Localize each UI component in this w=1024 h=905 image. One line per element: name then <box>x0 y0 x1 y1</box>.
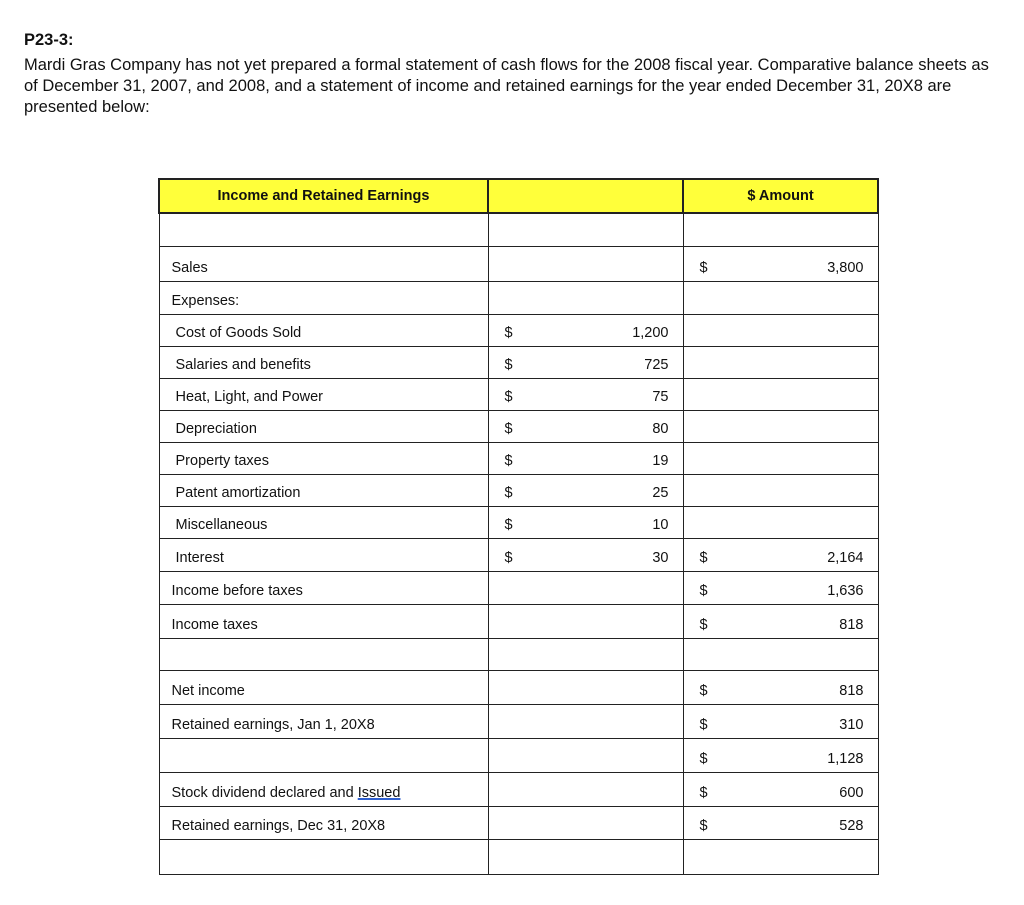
sub-amount-cell <box>488 213 683 246</box>
table-row <box>159 670 878 704</box>
amount-cell <box>683 738 878 772</box>
row-label-cell <box>159 604 488 638</box>
sub-amount: 19 <box>652 452 669 469</box>
sub-amount: 725 <box>644 356 669 373</box>
income-retained-earnings-table <box>158 178 879 875</box>
dollar-sign: $ <box>699 784 708 801</box>
row-label: Income before taxes <box>171 582 303 599</box>
amount: 818 <box>839 616 864 633</box>
row-label: Property taxes <box>175 452 269 469</box>
sub-amount-cell <box>488 506 683 538</box>
dollar-sign: $ <box>504 420 513 437</box>
amount-cell <box>683 772 878 806</box>
amount-cell <box>683 506 878 538</box>
row-label-cell <box>159 538 488 571</box>
amount-cell <box>683 538 878 571</box>
sub-amount-cell <box>488 538 683 571</box>
row-label: Expenses: <box>171 292 240 309</box>
amount-cell <box>683 474 878 506</box>
amount-cell <box>683 571 878 604</box>
row-label-cell <box>159 738 488 772</box>
amount: 2,164 <box>827 549 864 566</box>
sub-amount-cell <box>488 670 683 704</box>
sub-amount-cell <box>488 474 683 506</box>
amount-cell <box>683 442 878 474</box>
sub-amount-cell <box>488 839 683 874</box>
row-label-cell <box>159 378 488 410</box>
row-label: Retained earnings, Jan 1, 20X8 <box>171 716 375 733</box>
row-label-cell <box>159 213 488 246</box>
amount: 818 <box>839 682 864 699</box>
dollar-sign: $ <box>504 356 513 373</box>
table-row <box>159 839 878 874</box>
row-label-cell <box>159 442 488 474</box>
header-sub <box>488 179 683 213</box>
sub-amount-cell <box>488 738 683 772</box>
table-row <box>159 772 878 806</box>
dollar-sign: $ <box>699 750 708 767</box>
amount: 1,636 <box>827 582 864 599</box>
amount-cell <box>683 314 878 346</box>
table-row <box>159 738 878 772</box>
sub-amount-cell <box>488 314 683 346</box>
sub-amount-cell <box>488 281 683 314</box>
amount: 528 <box>839 817 864 834</box>
row-label: Net income <box>171 682 245 699</box>
row-label-cell <box>159 806 488 839</box>
dollar-sign: $ <box>504 484 513 501</box>
amount: 1,128 <box>827 750 864 767</box>
row-label: Income taxes <box>171 616 258 633</box>
sub-amount: 25 <box>652 484 669 501</box>
amount-cell <box>683 670 878 704</box>
problem-text: Mardi Gras Company has not yet prepared a formal statement of cash flows for the 2008 fiscal year. Comparative balance sheets as of December 31, 2007, and 2008, and a statement of income and retained earnings for the year ended December 31, 20X8 are presented below: <box>24 56 989 116</box>
row-label-cell <box>159 314 488 346</box>
sub-amount: 80 <box>652 420 669 437</box>
header-label: Income and Retained Earnings <box>159 179 488 213</box>
row-label-cell <box>159 571 488 604</box>
header-amount: $ Amount <box>683 179 878 213</box>
amount-cell <box>683 604 878 638</box>
sub-amount: 10 <box>652 516 669 533</box>
row-label-cell <box>159 839 488 874</box>
amount: 310 <box>839 716 864 733</box>
dollar-sign: $ <box>699 682 708 699</box>
table-header-row <box>159 179 878 213</box>
dollar-sign: $ <box>699 259 708 276</box>
row-label: Depreciation <box>175 420 257 437</box>
sub-amount: 75 <box>652 388 669 405</box>
table-row <box>159 638 878 670</box>
dollar-sign: $ <box>504 388 513 405</box>
amount: 3,800 <box>827 259 864 276</box>
amount-cell <box>683 378 878 410</box>
row-label-cell <box>159 506 488 538</box>
table-row <box>159 281 878 314</box>
dollar-sign: $ <box>699 616 708 633</box>
sub-amount-cell <box>488 378 683 410</box>
sub-amount-cell <box>488 638 683 670</box>
sub-amount-cell <box>488 442 683 474</box>
sub-amount-cell <box>488 571 683 604</box>
dollar-sign: $ <box>699 716 708 733</box>
row-label-cell <box>159 638 488 670</box>
table-row <box>159 442 878 474</box>
row-label: Miscellaneous <box>175 516 268 533</box>
row-label-cell <box>159 346 488 378</box>
sub-amount-cell <box>488 806 683 839</box>
amount-cell <box>683 410 878 442</box>
sub-amount: 30 <box>652 549 669 566</box>
table-row <box>159 704 878 738</box>
table-row <box>159 410 878 442</box>
sub-amount-cell <box>488 346 683 378</box>
sub-amount: 1,200 <box>632 324 669 341</box>
dollar-sign: $ <box>699 582 708 599</box>
row-label-cell <box>159 281 488 314</box>
row-label: Patent amortization <box>175 484 301 501</box>
row-label: Heat, Light, and Power <box>175 388 324 405</box>
table-row <box>159 346 878 378</box>
table-row <box>159 474 878 506</box>
table-row <box>159 571 878 604</box>
row-label: Stock dividend declared and <box>171 784 354 801</box>
row-label-cell <box>159 474 488 506</box>
table-row <box>159 538 878 571</box>
table-row <box>159 506 878 538</box>
sub-amount-cell <box>488 410 683 442</box>
sub-amount-cell <box>488 704 683 738</box>
row-label: Sales <box>171 259 208 276</box>
amount-cell <box>683 704 878 738</box>
dollar-sign: $ <box>504 516 513 533</box>
dollar-sign: $ <box>699 817 708 834</box>
dollar-sign: $ <box>504 452 513 469</box>
row-label-cell <box>159 704 488 738</box>
table-row <box>159 213 878 246</box>
row-label-cell <box>159 410 488 442</box>
row-label-cell <box>159 772 488 806</box>
amount-cell <box>683 213 878 246</box>
amount-cell <box>683 839 878 874</box>
amount-cell <box>683 246 878 281</box>
row-label-cell <box>159 246 488 281</box>
dollar-sign: $ <box>699 549 708 566</box>
amount-cell <box>683 346 878 378</box>
amount-cell <box>683 281 878 314</box>
row-label-cell <box>159 670 488 704</box>
problem-intro <box>24 30 1004 118</box>
table-row <box>159 246 878 281</box>
table-row <box>159 604 878 638</box>
table-row <box>159 378 878 410</box>
dollar-sign: $ <box>504 324 513 341</box>
amount-cell <box>683 638 878 670</box>
dollar-sign: $ <box>504 549 513 566</box>
problem-id: P23-3: <box>24 31 74 49</box>
row-label: Retained earnings, Dec 31, 20X8 <box>171 817 386 834</box>
row-label-flagged-word: Issued <box>357 784 401 801</box>
row-label: Cost of Goods Sold <box>175 324 302 341</box>
table-row <box>159 806 878 839</box>
row-label: Salaries and benefits <box>175 356 311 373</box>
amount: 600 <box>839 784 864 801</box>
sub-amount-cell <box>488 772 683 806</box>
table-row <box>159 314 878 346</box>
sub-amount-cell <box>488 604 683 638</box>
row-label: Interest <box>175 549 224 566</box>
amount-cell <box>683 806 878 839</box>
sub-amount-cell <box>488 246 683 281</box>
